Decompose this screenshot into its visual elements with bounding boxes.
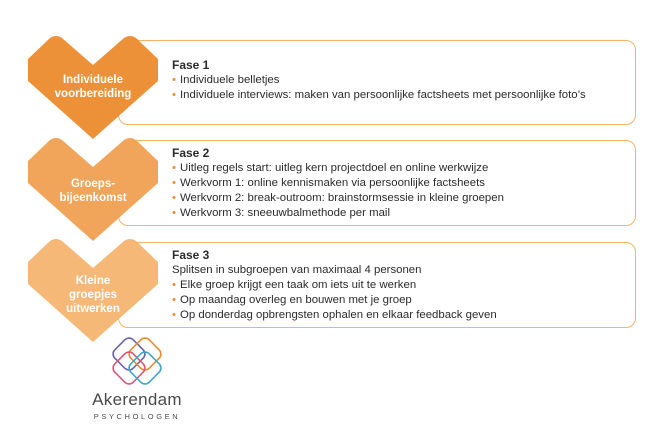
- phase-3-chevron: [28, 238, 158, 343]
- phase-2-box: [118, 140, 636, 226]
- phase-1-content: [172, 58, 627, 103]
- phase-3-item: • Op maandag overleg en bouwen met je groep: [172, 294, 412, 306]
- bullet-icon: •: [172, 89, 176, 101]
- akerendam-logo: [82, 335, 192, 425]
- bullet-icon: •: [172, 309, 176, 321]
- bullet-icon: •: [172, 74, 176, 86]
- phase-3-item: • Elke groep krijgt een taak om iets uit te werken: [172, 279, 417, 291]
- phase-2-chevron: [28, 137, 158, 242]
- bullet-icon: •: [172, 294, 176, 306]
- phase-3-title: Fase 3: [172, 248, 210, 262]
- phase-3-chevron-label: Kleine groepjes uitwerken: [66, 275, 120, 315]
- phase-2-content: [172, 146, 627, 221]
- phase-3-item: • Op donderdag opbrengsten ophalen en elkaar feedback geven: [172, 309, 497, 321]
- phase-3-content: [172, 248, 627, 323]
- phase-2-item: • Werkvorm 1: online kennismaken via persoonlijke factsheets: [172, 177, 485, 189]
- phase-1-item: • Individuele interviews: maken van persoonlijke factsheets met persoonlijke foto’s: [172, 89, 586, 101]
- phase-3-box: [118, 242, 636, 328]
- phase-1-chevron: [28, 35, 158, 140]
- phase-1-title: Fase 1: [172, 58, 210, 72]
- phase-2-item: • Werkvorm 3: sneeuwbalmethode per mail: [172, 207, 390, 219]
- phase-1-item: • Individuele belletjes: [172, 74, 280, 86]
- phase-2-item: • Uitleg regels start: uitleg kern projectdoel en online werkwijze: [172, 162, 489, 174]
- bullet-icon: •: [172, 177, 176, 189]
- logo-mark-icon: [82, 335, 192, 391]
- bullet-icon: •: [172, 279, 176, 291]
- logo-name: Akerendam: [92, 390, 182, 409]
- bullet-icon: •: [172, 192, 176, 204]
- phase-1-chevron-label: Individuele voorbereiding: [54, 74, 132, 100]
- phase-3-item: Splitsen in subgroepen van maximaal 4 personen: [172, 264, 422, 276]
- logo-subtitle: PSYCHOLOGEN: [93, 412, 181, 421]
- phase-2-title: Fase 2: [172, 146, 210, 160]
- phase-1-box: [118, 40, 636, 125]
- bullet-icon: •: [172, 207, 176, 219]
- bullet-icon: •: [172, 162, 176, 174]
- phase-2-chevron-label: Groeps- bijeenkomst: [59, 178, 127, 204]
- phase-2-item: • Werkvorm 2: break-outroom: brainstormsessie in kleine groepen: [172, 192, 504, 204]
